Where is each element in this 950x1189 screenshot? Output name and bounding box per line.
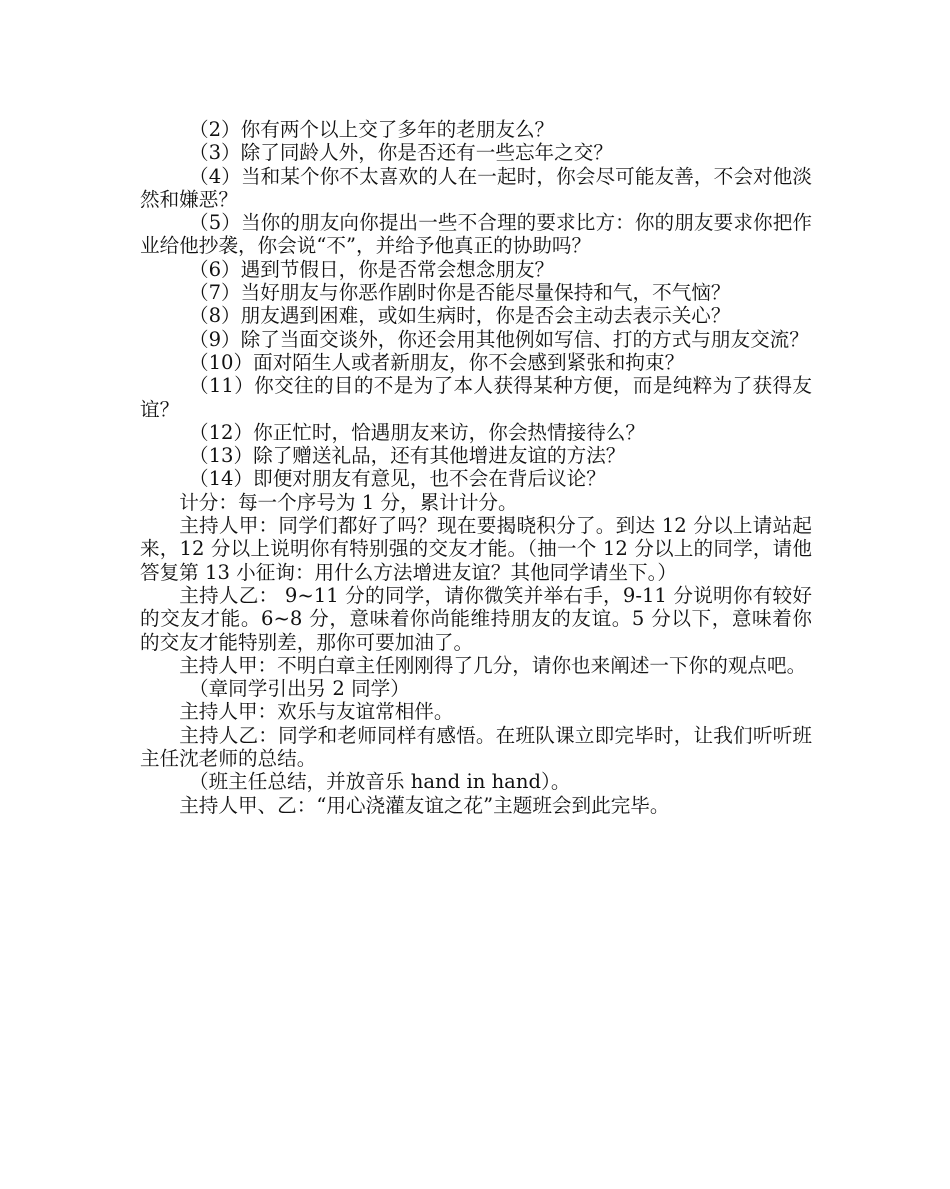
host-b-score-levels: 主持人乙： 9~11 分的同学，请你微笑并举右手，9-11 分说明你有较好的交友才能。6~8 分，意味着你尚能维持朋友的友谊。5 分以下，意味着你的交友才能特别差，那你可要加油了。 (140, 583, 812, 654)
question-7: （7）当好朋友与你恶作剧时你是否能尽量保持和气，不气恼？ (189, 281, 731, 305)
stage-note-music: （班主任总结，并放音乐 hand in hand）。 (189, 770, 571, 794)
stage-note-students: （章同学引出另 2 同学） (189, 677, 410, 701)
document-body (140, 118, 812, 817)
host-a-score-reveal: 主持人甲：同学们都好了吗？现在要揭晓积分了。到达 12 分以上请站起来，12 分以上说明你有特别强的交友才能。（抽一个 12 分以上的同学，请他答复第 13 小征询：用什么方法增进友谊？其他同学请坐下。） (140, 514, 812, 584)
question-14: （14）即便对朋友有意见，也不会在背后议论？ (189, 467, 606, 491)
host-b-teacher-summary: 主持人乙：同学和老师同样有感悟。在班队课立即完毕时，让我们听听班主任沈老师的总结。 (140, 723, 812, 771)
question-13: （13）除了赠送礼品，还有其他增进友谊的方法？ (189, 444, 626, 468)
question-5: （5）当你的朋友向你提出一些不合理的要求比方：你的朋友要求你把作业给他抄袭，你会说“不”，并给予他真正的协助吗？ (140, 211, 812, 258)
question-9: （9）除了当面交谈外，你还会用其他例如写信、打的方式与朋友交流？ (189, 327, 809, 351)
scoring-rule: 计分：每一个序号为 1 分，累计计分。 (179, 490, 518, 514)
closing-remark: 主持人甲、乙：“用心浇灌友谊之花”主题班会到此完毕。 (179, 793, 670, 817)
question-10: （10）面对陌生人或者新朋友，你不会感到紧张和拘束？ (189, 350, 685, 374)
question-8: （8）朋友遇到困难，或如生病时，你是否会主动去表示关心？ (189, 304, 731, 328)
question-11: （11）你交往的目的不是为了本人获得某种方便，而是纯粹为了获得友谊？ (140, 374, 812, 421)
host-a-friendship: 主持人甲：欢乐与友谊常相伴。 (179, 700, 454, 724)
question-3: （3）除了同龄人外，你是否还有一些忘年之交？ (189, 141, 613, 165)
question-12: （12）你正忙时，恰遇朋友来访，你会热情接待么？ (189, 420, 645, 444)
question-4: （4）当和某个你不太喜欢的人在一起时，你会尽可能友善，不会对他淡然和嫌恶？ (140, 164, 812, 211)
question-2: （2）你有两个以上交了多年的老朋友么？ (189, 118, 555, 141)
host-a-invite-director: 主持人甲：不明白章主任刚刚得了几分，请你也来阐述一下你的观点吧。 (179, 653, 807, 677)
question-6: （6）遇到节假日，你是否常会想念朋友？ (189, 257, 555, 281)
